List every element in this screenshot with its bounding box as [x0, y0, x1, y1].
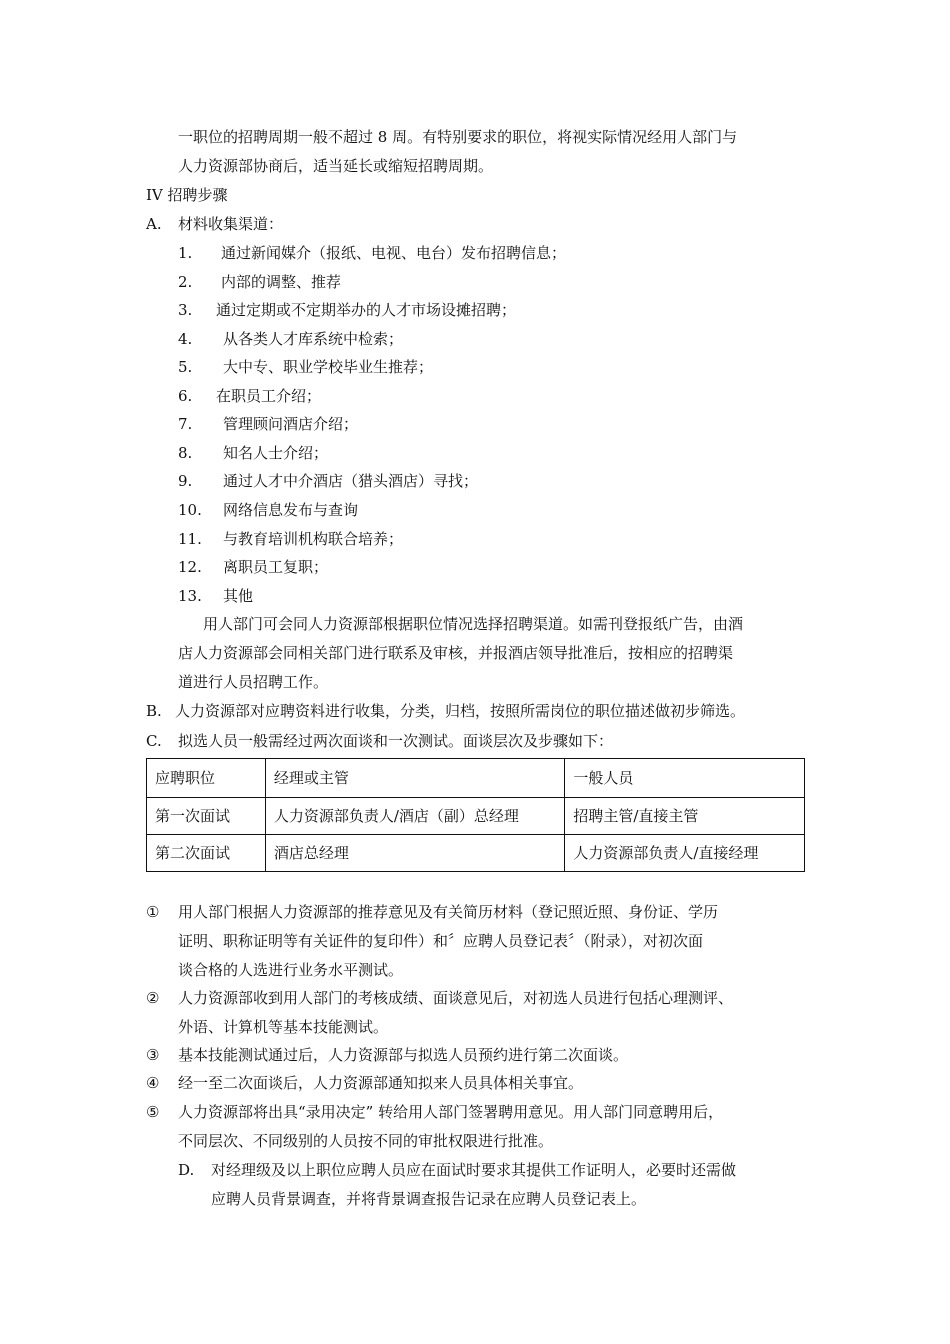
- list-item-number: 2.: [178, 273, 193, 291]
- table-cell: 第二次面试: [147, 835, 266, 872]
- table-header-cell: 经理或主管: [265, 759, 565, 798]
- list-item-number: 10.: [178, 501, 202, 519]
- list-item-number: 1.: [178, 244, 193, 262]
- part-d-label: D.: [178, 1161, 195, 1179]
- table-cell: 人力资源部负责人/酒店（副）总经理: [265, 798, 565, 835]
- part-b-text: 人力资源部对应聘资料进行收集，分类，归档，按照所需岗位的职位描述做初步筛选。: [175, 702, 746, 720]
- list-item: 其他: [223, 587, 254, 605]
- list-item-number: 5.: [178, 358, 193, 376]
- part-a-paragraph-line-2: 店人力资源部会同相关部门进行联系及审核，并报酒店领导批准后，按相应的招聘渠: [178, 644, 734, 662]
- list-item-number: 3.: [178, 301, 193, 319]
- step-line: 不同层次、不同级别的人员按不同的审批权限进行批准。: [178, 1132, 554, 1150]
- list-item-number: 6.: [178, 387, 193, 405]
- part-a-label: A.: [146, 215, 162, 233]
- step-marker: ②: [146, 989, 160, 1007]
- list-item: 通过定期或不定期举办的人才市场设摊招聘；: [216, 301, 517, 319]
- part-c-label: C.: [146, 732, 162, 750]
- list-item: 大中专、职业学校毕业生推荐；: [223, 358, 434, 376]
- list-item: 离职员工复职；: [223, 558, 329, 576]
- step-marker: ③: [146, 1046, 160, 1064]
- part-a-title: 材料收集渠道：: [178, 215, 284, 233]
- list-item-number: 12.: [178, 558, 202, 576]
- list-item: 通过人才中介酒店（猎头酒店）寻找；: [223, 472, 479, 490]
- step-line: 人力资源部将出具“录用决定” 转给用人部门签署聘用意见。用人部门同意聘用后，: [178, 1103, 724, 1121]
- list-item: 通过新闻媒介（报纸、电视、电台）发布招聘信息；: [221, 244, 567, 262]
- table-cell: 招聘主管/直接主管: [565, 798, 805, 835]
- step-marker: ①: [146, 903, 160, 921]
- list-item: 从各类人才库系统中检索；: [223, 330, 404, 348]
- part-b-label: B.: [146, 702, 162, 720]
- part-a-paragraph-line-1: 用人部门可会同人力资源部根据职位情况选择招聘渠道。如需刊登报纸广告，由酒: [203, 615, 744, 633]
- list-item: 管理顾问酒店介绍；: [223, 415, 359, 433]
- list-item: 内部的调整、推荐: [221, 273, 342, 291]
- list-item: 与教育培训机构联合培养；: [223, 530, 404, 548]
- intro-line-2: 人力资源部协商后，适当延长或缩短招聘周期。: [178, 157, 494, 175]
- list-item-number: 7.: [178, 415, 193, 433]
- part-a-paragraph-line-3: 道进行人员招聘工作。: [178, 673, 329, 691]
- step-line: 证明、职称证明等有关证件的复印件）和〞应聘人员登记表〞（附录），对初次面: [178, 932, 704, 950]
- intro-line-1: 一职位的招聘周期一般不超过 8 周。有特别要求的职位，将视实际情况经用人部门与: [178, 128, 738, 146]
- list-item: 网络信息发布与查询: [223, 501, 359, 519]
- list-item-number: 9.: [178, 472, 193, 490]
- part-d-line-2: 应聘人员背景调查，并将背景调查报告记录在应聘人员登记表上。: [211, 1190, 647, 1208]
- table-header-row: [147, 759, 805, 798]
- table-header-cell: 一般人员: [565, 759, 805, 798]
- list-item-number: 13.: [178, 587, 202, 605]
- table-cell: 人力资源部负责人/直接经理: [565, 835, 805, 872]
- list-item: 知名人士介绍；: [223, 444, 329, 462]
- list-item: 在职员工介绍；: [216, 387, 322, 405]
- step-marker: ⑤: [146, 1103, 160, 1121]
- step-line: 基本技能测试通过后，人力资源部与拟选人员预约进行第二次面谈。: [178, 1046, 629, 1064]
- part-d-line-1: 对经理级及以上职位应聘人员应在面试时要求其提供工作证明人，必要时还需做: [211, 1161, 737, 1179]
- table-cell: 酒店总经理: [265, 835, 565, 872]
- table-row: [147, 835, 805, 872]
- table-cell: 第一次面试: [147, 798, 266, 835]
- step-marker: ④: [146, 1074, 160, 1092]
- section-heading: IV 招聘步骤: [146, 186, 228, 204]
- interview-table: [146, 758, 805, 872]
- step-line: 外语、计算机等基本技能测试。: [178, 1018, 389, 1036]
- step-line: 用人部门根据人力资源部的推荐意见及有关简历材料（登记照近照、身份证、学历: [178, 903, 719, 921]
- table-row: [147, 798, 805, 835]
- list-item-number: 8.: [178, 444, 193, 462]
- list-item-number: 11.: [178, 530, 202, 548]
- step-line: 经一至二次面谈后，人力资源部通知拟来人员具体相关事宜。: [178, 1074, 584, 1092]
- part-c-text: 拟选人员一般需经过两次面谈和一次测试。面谈层次及步骤如下：: [178, 732, 614, 750]
- step-line: 人力资源部收到用人部门的考核成绩、面谈意见后，对初选人员进行包括心理测评、: [178, 989, 734, 1007]
- step-line: 谈合格的人选进行业务水平测试。: [178, 961, 404, 979]
- list-item-number: 4.: [178, 330, 193, 348]
- table-header-cell: 应聘职位: [147, 759, 266, 798]
